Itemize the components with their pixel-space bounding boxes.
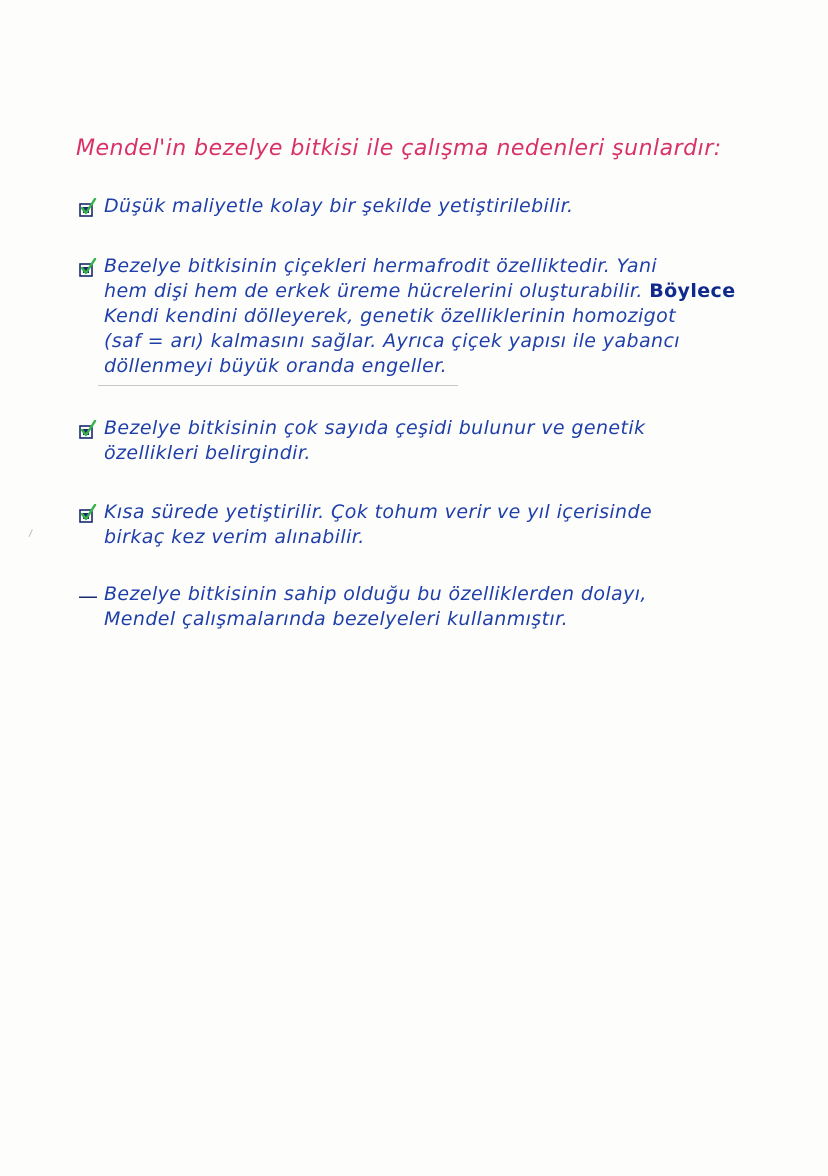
- item-line: (saf = arı) kalmasını sağlar. Ayrıca çiçek yapısı ile yabancı: [104, 330, 680, 352]
- conclusion-line: Mendel çalışmalarında bezelyeleri kullanmıştır.: [104, 608, 569, 630]
- checked-box-icon: [78, 504, 98, 524]
- item-line: birkaç kez verim alınabilir.: [104, 526, 365, 548]
- checked-box-icon: [78, 258, 98, 278]
- item-line: Bezelye bitkisinin çiçekleri hermafrodit özelliktedir. Yani: [104, 255, 658, 277]
- dash-mark: —: [78, 584, 98, 608]
- item-line: Bezelye bitkisinin çok sayıda çeşidi bulunur ve genetik: [104, 417, 646, 439]
- pencil-mark: [29, 529, 37, 538]
- item-text: [104, 500, 794, 550]
- checked-box-icon: [78, 198, 98, 218]
- bold-word: Böylece: [649, 280, 736, 302]
- item-line: Kendi kendini dölleyerek, genetik özelliklerinin homozigot: [104, 305, 677, 327]
- item-text: [104, 254, 794, 379]
- item-line: Düşük maliyetle kolay bir şekilde yetiştirilebilir.: [104, 195, 574, 217]
- item-text: [104, 416, 794, 466]
- page-title: Mendel'in bezelye bitkisi ile çalışma nedenleri şunlardır:: [76, 136, 722, 161]
- item-line: döllenmeyi büyük oranda engeller.: [104, 355, 448, 377]
- checked-box-icon: [78, 420, 98, 440]
- divider: [98, 385, 458, 386]
- item-line-text: hem dişi hem de erkek üreme hücrelerini oluşturabilir.: [104, 280, 643, 302]
- conclusion-text: [104, 582, 794, 632]
- item-text: [104, 194, 794, 219]
- item-line: özellikleri belirgindir.: [104, 442, 311, 464]
- item-line: Kısa sürede yetiştirilir. Çok tohum verir ve yıl içerisinde: [104, 501, 653, 523]
- conclusion-line: Bezelye bitkisinin sahip olduğu bu özelliklerden dolayı,: [104, 583, 647, 605]
- item-line: [104, 279, 794, 304]
